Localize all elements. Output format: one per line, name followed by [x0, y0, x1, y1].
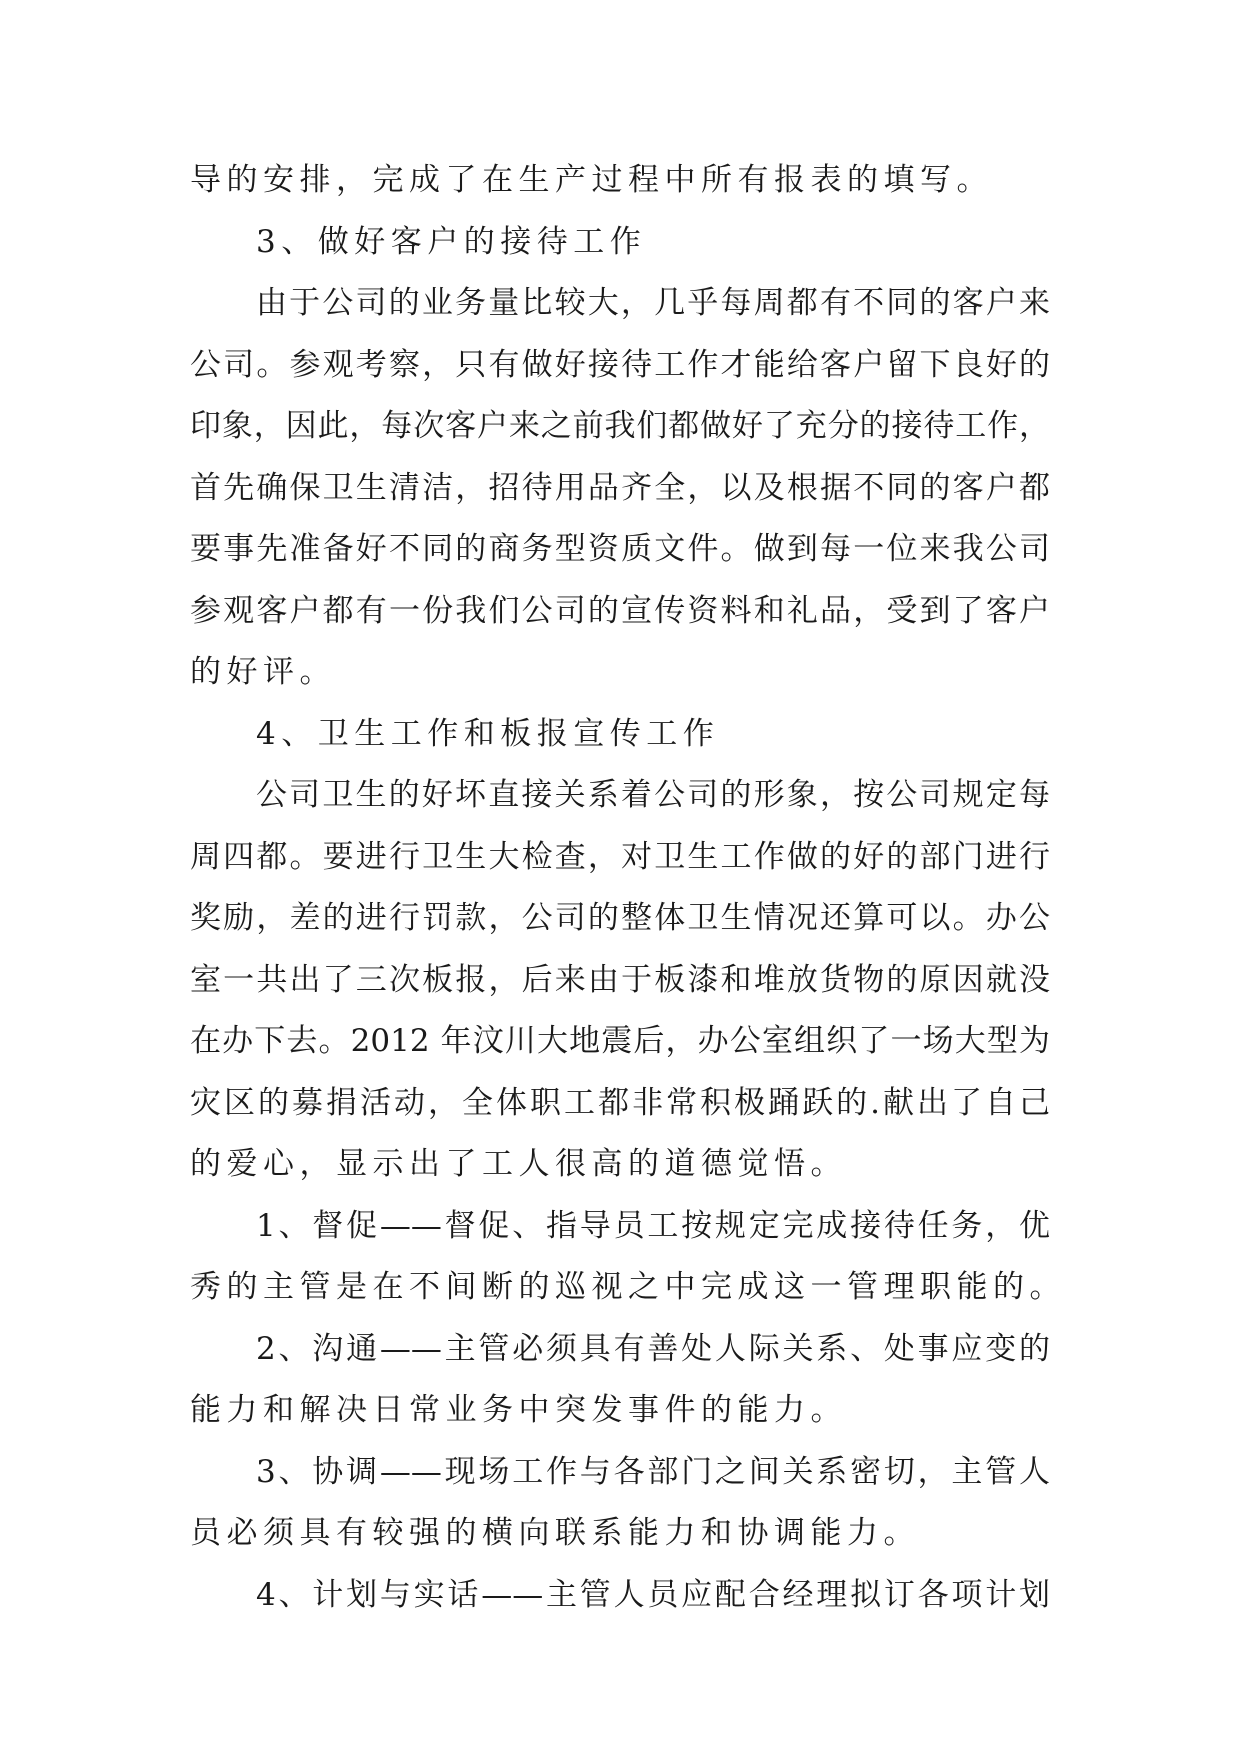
paragraph-line: 印象，因此，每次客户来之前我们都做好了充分的接待工作，: [190, 408, 1050, 444]
section-heading: 3、做好客户的接待工作: [256, 223, 647, 260]
paragraph-line: 要事先准备好不同的商务型资质文件。做到每一位来我公司: [190, 531, 1050, 567]
document-body: [190, 150, 1066, 1626]
paragraph-line: 室一共出了三次板报，后来由于板漆和堆放货物的原因就没: [190, 961, 1050, 998]
paragraph-line: 参观客户都有一份我们公司的宣传资料和礼品，受到了客户: [190, 592, 1050, 629]
paragraph-line: 公司。参观考察，只有做好接待工作才能给客户留下良好的: [190, 346, 1050, 383]
list-item-line: 秀的主管是在不间断的巡视之中完成这一管理职能的。: [190, 1269, 1066, 1305]
list-item-line: 2、沟通——主管必须具有善处人际关系、处事应变的: [256, 1330, 1050, 1367]
paragraph-line: 首先确保卫生清洁，招待用品齐全，以及根据不同的客户都: [190, 469, 1050, 506]
list-item-line: 1、督促——督促、指导员工按规定完成接待任务，优: [256, 1207, 1050, 1244]
list-item-line: 4、计划与实话——主管人员应配合经理拟订各项计划: [256, 1576, 1050, 1613]
paragraph-line: 的爱心，显示出了工人很高的道德觉悟。: [190, 1146, 847, 1182]
paragraph-line: 的好评。: [190, 654, 336, 690]
section-heading: 4、卫生工作和板报宣传工作: [256, 715, 720, 752]
list-item-line: 3、协调——现场工作与各部门之间关系密切，主管人: [256, 1453, 1050, 1490]
paragraph-line: 奖励，差的进行罚款，公司的整体卫生情况还算可以。办公: [190, 900, 1050, 936]
list-item-line: 能力和解决日常业务中突发事件的能力。: [190, 1392, 847, 1428]
paragraph-line: 灾区的募捐活动，全体职工都非常积极踊跃的.献出了自己: [190, 1084, 1050, 1121]
list-item-line: 员必须具有较强的横向联系能力和协调能力。: [190, 1515, 920, 1551]
paragraph-line: 由于公司的业务量比较大，几乎每周都有不同的客户来: [256, 285, 1050, 321]
paragraph-line: 在办下去。2012 年汶川大地震后，办公室组织了一场大型为: [190, 1023, 1050, 1059]
paragraph-line: 周四都。要进行卫生大检查，对卫生工作做的好的部门进行: [190, 838, 1050, 875]
paragraph-line: 导的安排，完成了在生产过程中所有报表的填写。: [190, 162, 993, 198]
paragraph-line: 公司卫生的好坏直接关系着公司的形象，按公司规定每: [256, 777, 1050, 813]
